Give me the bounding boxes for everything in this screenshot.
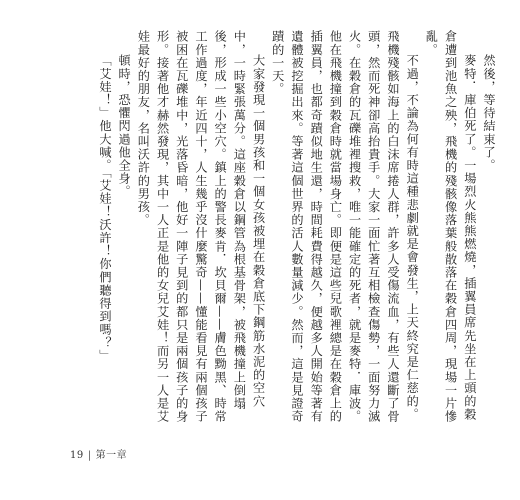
- page-number: 19: [70, 450, 84, 461]
- body-text: [20, 30, 498, 432]
- page-footer: [70, 446, 127, 461]
- paragraph: 然後，等待結束了。: [482, 54, 496, 173]
- paragraph: 麥特．庫伯死了。一場烈火熊熊燃燒，插翼員席先坐在上頭的穀倉遭到池魚之殃，飛機的殘骸像落葉般散落在穀倉四周，現場一片慘亂。: [424, 30, 477, 423]
- paragraph: 頓時，恐懼閃過他全身。: [117, 54, 132, 199]
- paragraph: 大家發現一個男孩和一個女孩被埋在穀倉底下鋼筋水泥的空穴中，一時緊張萬分。這座穀倉以鋼管為根基骨架，被飛機撞上倒塌後，形成一些小空穴。鎮上的警長麥肯．坎貝爾——膚色黝黑、時常工作過度，年近四十，人生幾乎沒什麼驚奇——懂能看見有兩個孩子被困在瓦礫堆中，光落昏暗，他好一陣子見到的都只是兩個孩子的身形。接著他才赫然發現，其中一人正是他的女兒艾娃！而另一人是艾娃最好的朋友，名叫沃許的男孩。: [136, 30, 266, 423]
- footer-separator: |: [87, 450, 92, 461]
- chapter-label: 第一章: [95, 450, 128, 461]
- paragraph: 「艾娃！」他大喊。「艾娃！沃許！你們聽得到嗎？」: [97, 54, 112, 363]
- paragraph: 不過，不論為何有時這種悲劇就是會發生，上天終究是仁慈的。飛機殘骸如海上的白沫席捲人群，許多人受傷流血，有些人還斷了骨頭，然而死神卻高抬貴手。大家一面忙著互相檢查傷勢，一面努力滅火。在穀倉的瓦礫堆裡搜救，唯一能確定的死者，就是麥特．庫波。他在飛機撞到穀倉時就當場身亡。即便是這些兒歌裡總是在穀倉上的插翼員，也都奇蹟似地生還，時間耗費得越久，便越多人開始等著有遺體被挖掘出來。等著這個世界的活人數量減少。然而，這是見證奇蹟的一天。: [270, 30, 420, 423]
